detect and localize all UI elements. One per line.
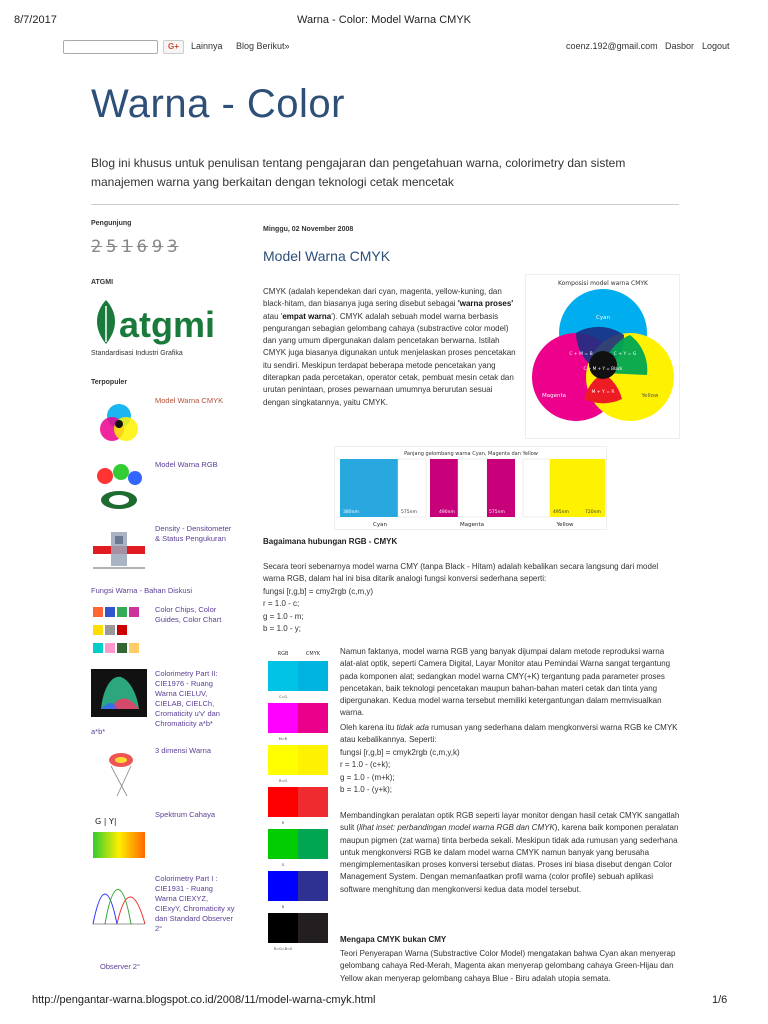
more-link[interactable]: Lainnya — [191, 41, 223, 51]
rgb-swatch — [268, 913, 298, 943]
venn-cyan-label: Cyan — [596, 315, 610, 321]
intro-text: CMYK (adalah kependekan dari cyan, magenta, yellow-kuning, dan black-hitam, dan biasanya juga sering disebut sebagai — [263, 287, 502, 309]
cmyk-swatch — [298, 871, 328, 901]
nm-label: 720nm — [585, 510, 601, 515]
sidebar — [91, 220, 236, 942]
paragraph-italic: tidak ada — [396, 723, 429, 732]
swatch-caption: R=G — [278, 779, 288, 783]
intro-or: atau ' — [263, 311, 283, 321]
print-url: http://pengantar-warna.blogspot.co.id/2008/11/model-warna-cmyk.html — [32, 994, 376, 1006]
cmyk-header: CMYK — [305, 651, 321, 657]
search-input[interactable] — [63, 40, 158, 54]
formula-line: g = 1.0 - m; — [263, 611, 304, 621]
popular-link-tail[interactable]: Observer 2° — [100, 962, 141, 971]
cmyk-swatch — [298, 913, 328, 943]
intro-bold: empat warna — [282, 311, 332, 321]
swatch-caption: B — [281, 905, 285, 909]
venn-title: Komposisi model warna CMYK — [557, 280, 649, 287]
rgb-swatch — [268, 745, 298, 775]
svg-text:G | Y|: G | Y| — [95, 817, 117, 826]
leaf-icon — [91, 298, 121, 348]
list-item[interactable] — [91, 396, 236, 452]
post-date: Minggu, 02 November 2008 — [263, 226, 354, 233]
paragraph — [340, 810, 680, 896]
paragraph — [340, 722, 680, 747]
atgmi-title: ATGMI — [91, 279, 114, 286]
formula-line: g = 1.0 - (m+k); — [340, 772, 395, 782]
popular-link[interactable]: Color Chips, Color Guides, Color Chart — [155, 605, 222, 624]
atgmi-logo-text: atgmi — [119, 304, 216, 345]
cmyk-thumbnail[interactable] — [91, 396, 147, 452]
counter-digit: 5 — [106, 237, 118, 257]
paragraph-text: rumusan yang sederhana dalam mengkonversi warna RGB ke CMYK atau kebalikannya. Seperti: — [340, 723, 678, 745]
counter-title: Pengunjung — [91, 220, 132, 227]
paragraph: Teori Penyerapan Warna (Substractive Color Model) mengatakan bahwa Cyan akan menyerap gelombang cahaya Red-Merah, Magenta akan menyerap gelombang cahaya Green-Hijau dan Yellow akan menyerap gelombang cahaya Blue - Biru adalah utopia semata. — [340, 949, 676, 983]
popular-link-tail[interactable]: a*b* — [91, 727, 106, 736]
popular-link[interactable]: Spektrum Cahaya — [155, 810, 216, 819]
cmyk-swatch — [298, 661, 328, 691]
cmyk-swatch — [298, 703, 328, 733]
formula-line: fungsi [r,g,b] = cmyk2rgb (c,m,y,k) — [340, 748, 460, 757]
counter-digit: 3 — [167, 237, 179, 257]
paragraph-italic: lihat inset: perbandingan model warna RGB dan CMYK — [359, 823, 555, 833]
cie1931-thumbnail[interactable] — [91, 874, 147, 930]
dashboard-link[interactable]: Dasbor — [665, 41, 695, 51]
paragraph-text: Oleh karena itu — [340, 723, 397, 732]
popular-title: Terpopuler — [91, 379, 128, 386]
wavelength-title: Panjang gelombang warna Cyan, Magenta dan Yellow — [404, 451, 538, 457]
nm-label: 495nm — [553, 510, 569, 515]
rgb-thumbnail[interactable] — [91, 460, 147, 516]
spectrum-thumbnail[interactable] — [91, 810, 147, 866]
formula-block — [263, 586, 523, 635]
google-plus-button[interactable]: G+ — [163, 40, 184, 54]
formula-block — [340, 747, 600, 796]
formula-line: b = 1.0 - y; — [263, 623, 302, 633]
venn-cmy-label: C + M + Y = Black — [583, 366, 623, 371]
logout-link[interactable]: Logout — [702, 41, 730, 51]
atgmi-logo[interactable] — [91, 294, 216, 348]
counter-digit: 6 — [136, 237, 148, 257]
print-date: 8/7/2017 — [14, 14, 57, 26]
counter-digit: 9 — [152, 237, 164, 257]
intro-bold: 'warna proses' — [457, 299, 514, 309]
venn-cm-label: C + M = B — [569, 352, 593, 357]
nm-label: 575nm — [401, 510, 417, 515]
rgb-cmyk-comparison-image[interactable] — [263, 645, 331, 955]
cie-thumbnail[interactable] — [91, 669, 147, 717]
rgb-swatch — [268, 871, 298, 901]
popular-link[interactable]: 3 dimensi Warna — [155, 746, 211, 755]
nm-label: 575nm — [489, 510, 505, 515]
swatch-caption: C=G — [278, 695, 288, 699]
venn-yellow-label: Yellow — [641, 393, 659, 399]
cmyk-venn-image[interactable] — [525, 274, 680, 439]
formula-line: fungsi [r,g,b] = cmy2rgb (c,m,y) — [263, 587, 374, 596]
cmyk-swatch — [298, 829, 328, 859]
next-blog-link[interactable]: Blog Berikut» — [236, 41, 290, 51]
popular-link[interactable]: Model Warna RGB — [155, 460, 218, 469]
swatch-caption: M=R — [278, 737, 288, 741]
list-item[interactable] — [91, 605, 236, 661]
rgb-swatch — [268, 787, 298, 817]
wavelength-image[interactable] — [334, 446, 607, 530]
list-item[interactable] — [91, 524, 236, 580]
swatch-caption: R=G=B=0 — [273, 947, 293, 951]
venn-magenta-label: Magenta — [541, 393, 567, 399]
user-email: coenz.192@gmail.com — [566, 41, 658, 51]
blog-description: Blog ini khusus untuk penulisan tentang pengajaran dan pengetahuan warna, colorimetry dan sistem manajemen warna yang berkaitan dengan teknologi cetak mencetak — [91, 156, 626, 189]
section-heading: Mengapa CMYK bukan CMY — [340, 935, 447, 944]
counter-digit: 2 — [91, 237, 103, 257]
wavelength-caption: Cyan — [373, 522, 387, 528]
list-item[interactable] — [91, 669, 236, 731]
blogger-navbar — [0, 36, 768, 58]
post-title[interactable]: Model Warna CMYK — [263, 248, 391, 264]
popular-link[interactable]: Fungsi Warna - Bahan Diskusi — [91, 586, 193, 595]
list-item[interactable] — [91, 746, 236, 802]
color-3d-thumbnail[interactable] — [91, 746, 147, 802]
print-header — [0, 14, 768, 30]
visitor-counter — [91, 237, 236, 257]
paragraph-text: ), karena baik komponen peralatan maupun pigmen (zat warna) tinta berbeda sekali. Meskipun tidak ada rumusan yang sederhana untuk mengkonversi RGB ke dalam model warna CMYK namun banyak yang berusaha mengimplementasikan proses konversi tersebut diatas. Proses ini biasa disebut dengan Color Management System. Dengan memanfaatkan profil warna (color profile) sebuah aplikasi software menghitung dan mengkonversi kedua data model tersebut. — [340, 823, 679, 894]
popular-posts-list — [91, 396, 236, 934]
cmyk-swatch — [298, 745, 328, 775]
formula-line: b = 1.0 - (y+k); — [340, 784, 393, 794]
wavelength-caption: Yellow — [556, 522, 574, 528]
print-title: Warna - Color: Model Warna CMYK — [296, 14, 471, 26]
blog-title[interactable]: Warna - Color — [91, 82, 345, 126]
list-item[interactable] — [91, 874, 236, 934]
popular-link[interactable]: Density - Densitometer & Status Pengukuran — [155, 524, 232, 543]
color-chips-thumbnail[interactable] — [91, 605, 147, 661]
popular-link[interactable]: Colorimetry Part II: CIE1976 - Ruang Warna CIELUV, CIELAB, CIELCh, Cromaticity u'v' dan Chromaticity a*b* — [155, 669, 220, 728]
nm-label: 380nm — [343, 510, 359, 515]
print-page-number: 1/6 — [712, 994, 728, 1006]
venn-cy-label: C + Y = G — [613, 352, 637, 357]
header-divider — [91, 204, 679, 205]
counter-digit: 1 — [121, 237, 133, 257]
rgb-swatch — [268, 829, 298, 859]
intro-paragraph — [263, 286, 518, 409]
paragraph: Secara teori sebenarnya model warna CMY (tanpa Black - Hitam) adalah kebalikan secara langsung dari model warna RGB, dalam hal ini bisa ditarik analogi fungsi konversi sederhana seperti: — [263, 562, 659, 584]
swatch-caption: G — [281, 863, 285, 867]
wavelength-caption: Magenta — [459, 522, 485, 528]
intro-rest: '). CMYK adalah sebuah model warna berbasis pengurangan sebagian gelombang cahaya (substractive color model) dan yang umum dipergunakan dalam pencetakan berwarna. Istilah CMYK juga biasanya digunakan untuk menjelaskan proses pencetakan itu sendiri. Meskipun terdapat beberapa metode pencetakan yang diterapkan pada percetakan, operator cetak, pembuat mesin cetak dan urutan penintaan, proses pewarnaan umumnya berurutan sesuai dengan singkatannya, yaitu CMYK. — [263, 311, 516, 407]
formula-line: r = 1.0 - c; — [263, 599, 300, 609]
rgb-swatch — [268, 661, 298, 691]
atgmi-caption: Standardisasi Industri Grafika — [91, 350, 183, 357]
section-heading: Bagaimana hubungan RGB - CMYK — [263, 537, 398, 546]
formula-line: r = 1.0 - (c+k); — [340, 760, 391, 770]
cmyk-swatch — [298, 787, 328, 817]
popular-link[interactable]: Colorimetry Part I : CIE1931 - Ruang Warna CIEXYZ, CIExyY, Chromaticity xy dan Standard Observer 2° — [155, 874, 235, 933]
list-item[interactable] — [91, 460, 236, 516]
venn-my-label: M + Y = R — [591, 390, 615, 395]
paragraph: Namun faktanya, model warna RGB yang banyak dijumpai dalam metode reproduksi warna alat-alat optik, seperti Camera Digital, Layar Monitor atau Pemindai Warna sangat tergantung pada komponen alat; sedangkan model warna CMY(+K) tergantung pada parameter proses pencetakan, baik teknologi pencetakan maupun bahan-bahan materi cetak dan tinta yang dipergunakan. Kedua model warna tersebut memiliki ketergantungan dalam memvisualkan warna. — [340, 647, 671, 718]
paragraph-text: Membandingkan peralatan optik RGB seperti layar monitor dengan hasil cetak CMYK sangatlah sulit ( — [340, 811, 680, 833]
swatch-caption: R — [281, 821, 285, 825]
densitometer-thumbnail[interactable] — [91, 524, 147, 580]
popular-link[interactable]: Model Warna CMYK — [155, 396, 224, 405]
rgb-swatch — [268, 703, 298, 733]
list-item[interactable] — [91, 810, 236, 866]
nm-label: 490nm — [439, 510, 455, 515]
rgb-header: RGB — [277, 651, 289, 657]
